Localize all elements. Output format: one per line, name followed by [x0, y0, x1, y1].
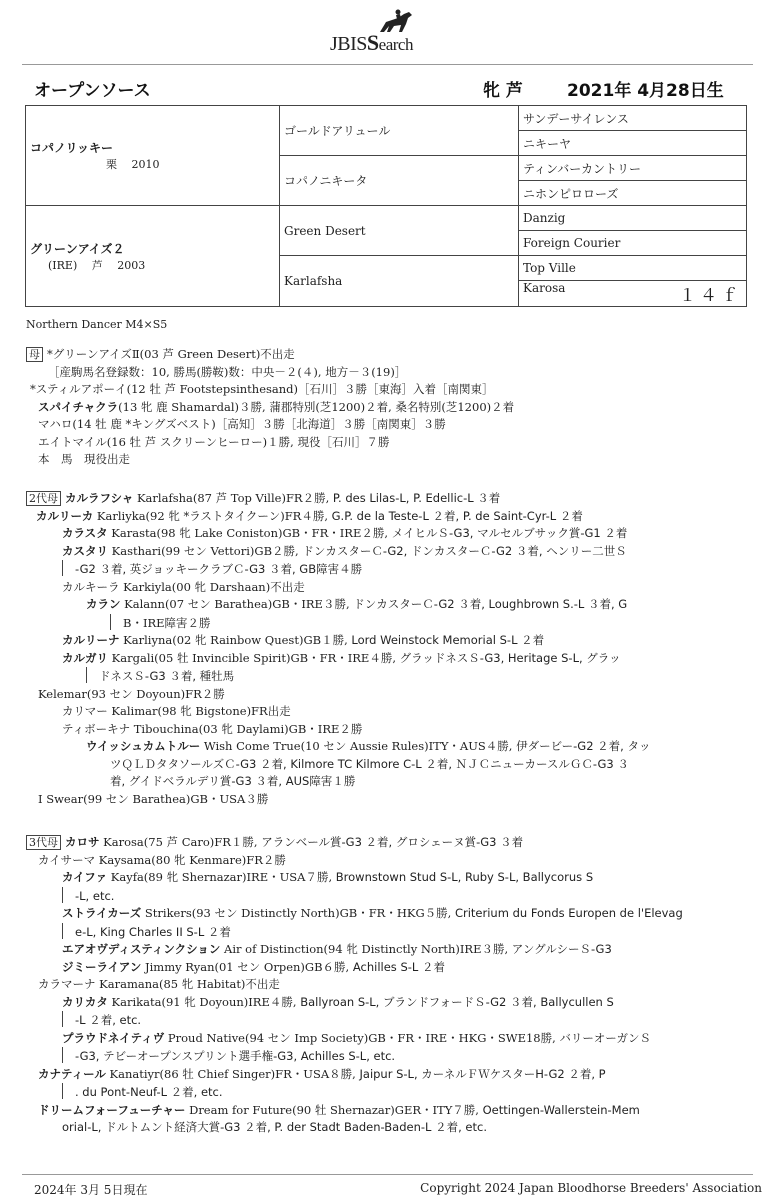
- race-record: アングルシーＳ-G3: [511, 942, 612, 956]
- sire-cell: [26, 106, 280, 206]
- horse-detail: Karosa(75 芦 Caro)FR１勝,: [99, 835, 262, 849]
- descendant-line: [26, 869, 751, 887]
- ggdam-3[interactable]: Foreign Courier: [519, 231, 747, 256]
- descendant-line: [26, 650, 751, 668]
- horse-detail: I Swear(99 セン Barathea)GB・USA３勝: [38, 791, 269, 806]
- horse-name[interactable]: ウイッシュカムトルー: [86, 739, 201, 753]
- descendant-line: [26, 994, 751, 1012]
- dam-sire[interactable]: Green Desert: [280, 206, 519, 256]
- race-record: Brownstown Stud S-L, Ruby S-L, Ballycorus S: [335, 870, 594, 884]
- horse-detail: Wish Come True(10 セン Aussie Rules)ITY・AUS４勝,: [200, 739, 517, 753]
- ancestor-line: [26, 834, 751, 852]
- horse-detail: B・IRE障害２勝: [123, 615, 211, 630]
- descendant-line: [26, 508, 751, 526]
- horse-name[interactable]: ジミーライアン: [62, 959, 142, 974]
- horse-detail: カリマー Kalimar(98 牝 Bigstone)FR出走: [62, 704, 291, 718]
- horse-name[interactable]: カルリーナ: [62, 633, 120, 647]
- horse-detail: Kayfa(89 牝 Shernazar)IRE・USA７勝,: [107, 870, 336, 884]
- race-record: アランベール賞-G3 ２着, グロシェーヌ賞-G3 ３着: [261, 835, 524, 849]
- horse-name[interactable]: ストライカーズ: [62, 906, 142, 920]
- tree-connector: [62, 887, 63, 903]
- sire-dam[interactable]: コパノニキータ: [280, 156, 519, 206]
- horse-detail: Kasthari(99 セン Vettori)GB２勝,: [108, 543, 303, 558]
- horse-detail: Kanatiyr(86 牡 Chief Singer)FR・USA８勝,: [105, 1066, 360, 1081]
- third-dam-section: [26, 834, 751, 1137]
- header-rule: [22, 64, 753, 65]
- descendant-line: [26, 703, 751, 721]
- descendant-line: [26, 756, 751, 774]
- race-record: Oettingen-Wallerstein-Mem: [482, 1102, 640, 1117]
- horse-detail: Karliyna(02 牝 Rainbow Quest)GB１勝,: [119, 633, 352, 647]
- race-record: Lord Weinstock Memorial S-L ２着: [351, 633, 545, 647]
- horse-name[interactable]: プラウドネイティヴ: [62, 1030, 165, 1045]
- produce-line: エイトマイル(16 牡 芦 スクリーンヒーロー)１勝, 現役［石川］７勝: [38, 434, 390, 449]
- tree-connector: [62, 1011, 63, 1027]
- descendant-line: [26, 887, 751, 906]
- tree-connector: [110, 614, 111, 630]
- descendant-line: [26, 1030, 751, 1048]
- race-record: -G2 ３着, 英ジョッキークラブＣ-G3 ３着, GB障害４勝: [75, 562, 363, 576]
- ggsire-3[interactable]: Danzig: [519, 206, 747, 231]
- descendant-line: [26, 686, 751, 704]
- pedigree-table: [25, 105, 747, 307]
- race-record: e-L, King Charles II S-L ２着: [75, 924, 231, 939]
- horse-detail: Air of Distinction(94 牝 Distinctly North)IRE３勝,: [220, 942, 512, 956]
- jbis-logo[interactable]: [330, 10, 460, 54]
- descendant-line: [26, 1083, 751, 1102]
- dam-name[interactable]: グリーンアイズ２: [30, 241, 125, 256]
- descendant-line: [26, 667, 751, 686]
- dam-line-text: *グリーンアイズⅡ(03 芦 Green Desert)不出走: [47, 347, 295, 361]
- descendant-line: [26, 852, 751, 870]
- descendant-line: [26, 1119, 751, 1137]
- sire-detail: 栗 2010: [106, 158, 160, 171]
- tree-connector: [62, 560, 63, 576]
- ancestor-line: [26, 490, 751, 508]
- footer-copyright: Copyright 2024 Japan Bloodhorse Breeders' Association: [420, 1181, 762, 1195]
- race-record: P. des Lilas-L, P. Edellic-L ３着: [332, 491, 501, 505]
- generation-tag: 3代母: [26, 835, 61, 850]
- race-record: ドンカスターＣ-G2 ３着, Loughbrown S.-L ３着, G: [353, 597, 628, 611]
- race-record: Achilles S-L ２着: [352, 959, 445, 974]
- dam-line: [26, 346, 751, 364]
- descendant-line: [26, 959, 751, 977]
- birth-date: 2021年 4月28日生: [567, 81, 724, 101]
- sex-color: 牝 芦: [483, 81, 523, 101]
- produce-line: 本 馬 現役出走: [38, 452, 130, 466]
- tree-connector: [62, 1047, 63, 1063]
- horse-detail: Karasta(98 牝 Lake Coniston)GB・FR・IRE２勝,: [107, 526, 392, 540]
- generation-tag: 2代母: [26, 491, 61, 506]
- descendant-line: [26, 1047, 751, 1066]
- horse-detail: Dream for Future(90 牡 Shernazar)GER・ITY７勝,: [185, 1102, 483, 1117]
- produce-line: マハロ(14 牡 鹿 *キングズベスト)［高知］３勝［北海道］３勝［南関東］３勝: [38, 417, 446, 431]
- race-record: -G3, テビーオープンスプリント選手権-G3, Achilles S-L, etc.: [75, 1049, 396, 1063]
- logo-text: JBISSearch: [330, 30, 413, 55]
- descendant-line: [26, 941, 751, 959]
- descendant-line: [26, 525, 751, 543]
- sire-name[interactable]: コパノリッキー: [30, 141, 114, 155]
- horse-detail: Kelemar(93 セン Doyoun)FR２勝: [38, 686, 225, 701]
- descendant-line: [26, 721, 751, 739]
- descendant-line: [26, 543, 751, 561]
- dam-detail: (IRE) 芦 2003: [48, 258, 146, 272]
- race-record: Criterium du Fonds Europen de l'Elevag: [454, 906, 683, 920]
- ggsire-2[interactable]: ティンバーカントリー: [519, 156, 747, 181]
- race-record: Ballyroan S-L, ブランドフォードＳ-G2 ３着, Ballycullen S: [300, 994, 614, 1009]
- horse-name[interactable]: カリカタ: [62, 994, 108, 1009]
- horse-detail: カルキーラ Karkiyla(00 牝 Darshaan)不出走: [62, 579, 305, 594]
- race-record: グラッドネスＳ-G3, Heritage S-L, グラッ: [399, 650, 621, 665]
- horse-detail: ティボーキナ Tibouchina(03 牝 Daylami)GB・IRE２勝: [62, 721, 363, 736]
- descendant-line: [26, 1102, 751, 1120]
- race-record: -L ２着, etc.: [75, 1013, 142, 1027]
- ggsire-4[interactable]: Top Ville: [519, 256, 747, 281]
- horse-detail: カイサーマ Kaysama(80 牝 Kenmare)FR２勝: [38, 852, 286, 867]
- descendant-line: [26, 1011, 751, 1030]
- horse-detail: Karlafsha(87 芦 Top Ville)FR２勝,: [133, 491, 333, 505]
- descendant-line: [26, 738, 751, 756]
- race-record: 着, グイドベラルデリ賞-G3 ３着, AUS障害１勝: [110, 774, 356, 788]
- horse-name[interactable]: ドリームフォーフューチャー: [38, 1102, 186, 1117]
- race-record: バリーオーガンＳ: [559, 1030, 651, 1045]
- race-record: 伊ダービー-G2 ２着, タッ: [516, 739, 651, 753]
- race-record: -L, etc.: [75, 888, 115, 903]
- family-number: １４ｆ: [679, 286, 742, 306]
- footer-date: 2024年 3月 5日現在: [34, 1183, 148, 1197]
- horse-name[interactable]: エアオヴディスティンクション: [62, 942, 221, 956]
- horse-name[interactable]: カルガリ: [62, 650, 108, 665]
- horse-name[interactable]: カイファ: [62, 870, 108, 884]
- descendant-line: [26, 905, 751, 923]
- race-record: Jaipur S-L, カーネルＦＷケスターH-G2 ２着, P: [359, 1066, 606, 1081]
- horse-detail: Karikata(91 牝 Doyoun)IRE４勝,: [107, 994, 301, 1009]
- horse-name[interactable]: カスタリ: [62, 543, 108, 558]
- horse-name[interactable]: カロサ: [65, 835, 100, 849]
- produce-line: [26, 399, 751, 417]
- ggdam-1[interactable]: ニキーヤ: [519, 131, 747, 156]
- race-record: ドネスＳ-G3 ３着, 種牡馬: [99, 669, 235, 683]
- descendant-line: [26, 560, 751, 579]
- tree-connector: [86, 667, 87, 683]
- ggdam-4-name[interactable]: Karosa: [523, 281, 566, 295]
- produce-record: (13 牝 鹿 Shamardal)３勝, 蒲郡特別(芝1200)２着, 桑名特別(芝1200)２着: [118, 399, 515, 414]
- race-record: ツＱＬＤタタソールズＣ-G3 ２着, Kilmore TC Kilmore C-L ２着, ＮＪＣニューカースルＧＣ-G3 ３: [110, 756, 629, 771]
- tree-connector: [62, 1083, 63, 1099]
- horse-name[interactable]: カラスタ: [62, 526, 108, 540]
- produce-line: *スティルアポーイ(12 牡 芦 Footstepsinthesand)［石川］３勝［東海］入着［南関東］: [30, 382, 494, 396]
- race-record: G.P. de la Teste-L ２着, P. de Saint-Cyr-L ２着: [331, 508, 583, 523]
- descendant-line: [26, 614, 751, 633]
- ggdam-4: [519, 281, 747, 307]
- tree-connector: [62, 923, 63, 939]
- footer-rule: [22, 1174, 753, 1175]
- descendant-line: [26, 976, 751, 994]
- dam-cell: [26, 206, 280, 307]
- horse-name[interactable]: カルラフシャ: [65, 491, 134, 505]
- descendant-line: [26, 791, 751, 809]
- horse-detail: Karliyka(92 牝 *ラストタイクーン)FR４勝,: [93, 508, 332, 523]
- dam-section: [26, 346, 751, 469]
- dam-dam[interactable]: Karlafsha: [280, 256, 519, 307]
- horse-name[interactable]: カナティール: [38, 1066, 106, 1081]
- descendant-line: [26, 579, 751, 597]
- horse-name[interactable]: カラン: [86, 597, 121, 611]
- race-record: ドンカスターＣ-G2, ドンカスターＣ-G2 ３着, ヘンリー二世Ｓ: [302, 543, 627, 558]
- horse-name: オープンソース: [34, 81, 151, 101]
- race-record: . du Pont-Neuf-L ２着, etc.: [75, 1085, 223, 1099]
- descendant-line: [26, 923, 751, 942]
- horse-detail: Kalann(07 セン Barathea)GB・IRE３勝,: [120, 597, 354, 611]
- descendant-line: [26, 1066, 751, 1084]
- horse-detail: Proud Native(94 セン Imp Society)GB・FR・IRE・HKG・SWE18勝,: [164, 1030, 560, 1045]
- ggsire-1[interactable]: サンデーサイレンス: [519, 106, 747, 131]
- second-dam-section: [26, 490, 751, 808]
- ggdam-2[interactable]: ニホンピロローズ: [519, 181, 747, 206]
- horse-detail: Kargali(05 牡 Invincible Spirit)GB・FR・IRE４勝,: [108, 650, 400, 665]
- inbreeding: Northern Dancer M4×S5: [26, 318, 168, 331]
- horse-detail: カラマーナ Karamana(85 牝 Habitat)不出走: [38, 977, 280, 991]
- race-record: メイヒルＳ-G3, マルセルブサック賞-G1 ２着: [391, 526, 628, 540]
- race-record: orial-L, ドルトムント経済大賞-G3 ２着, P. der Stadt Baden-Baden-L ２着, etc.: [62, 1120, 487, 1134]
- descendant-line: [26, 773, 751, 791]
- produce-name[interactable]: スパイチャクラ: [38, 399, 119, 414]
- sire-sire[interactable]: ゴールドアリュール: [280, 106, 519, 156]
- descendant-line: [26, 596, 751, 614]
- horse-detail: Jimmy Ryan(01 セン Orpen)GB６勝,: [141, 959, 353, 974]
- horse-detail: Strikers(93 セン Distinctly North)GB・FR・HKG５勝,: [141, 906, 455, 920]
- dam-tag: 母: [26, 347, 43, 362]
- descendant-line: [26, 632, 751, 650]
- horse-name[interactable]: カルリーカ: [36, 508, 94, 523]
- dam-produce-summary: ［産駒馬名登録数：10, 勝馬(勝鞍)数：中央－２(４), 地方－３(19)］: [48, 364, 407, 379]
